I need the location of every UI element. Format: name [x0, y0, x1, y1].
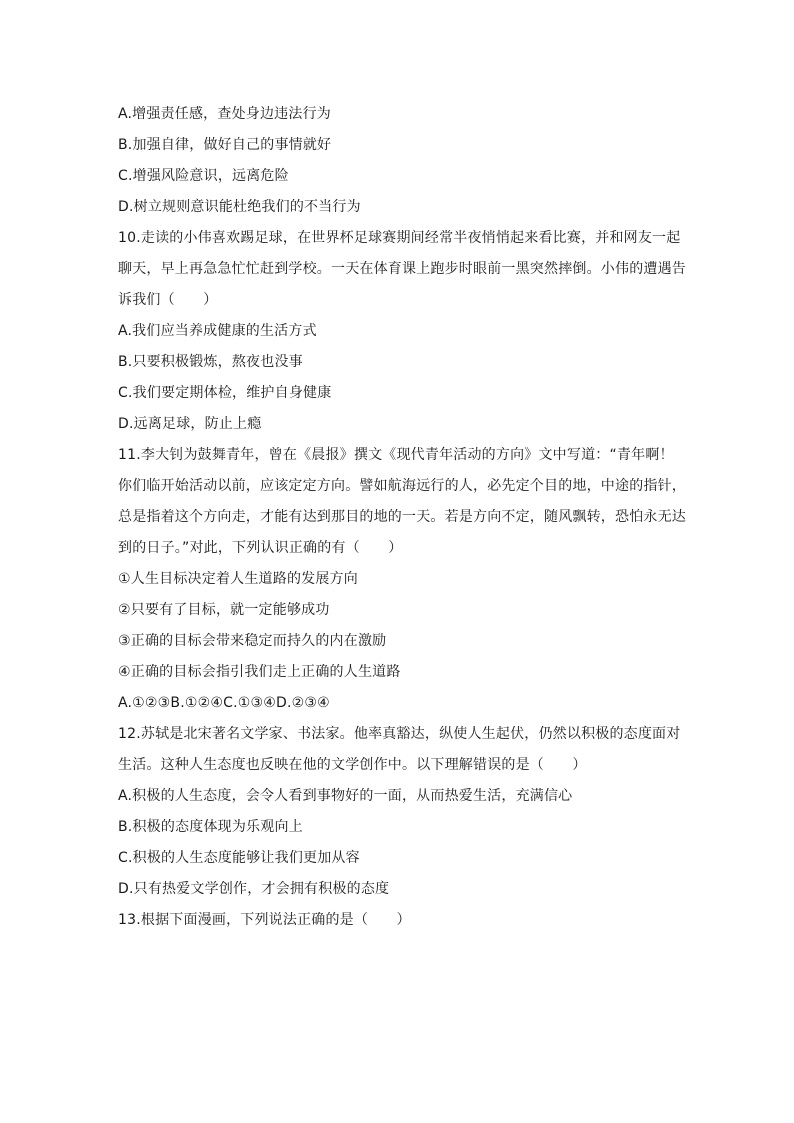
option-12d: D.只有热爱文学创作，才会拥有积极的态度 — [118, 881, 390, 897]
option-10b: B.只要积极锻炼，熬夜也没事 — [118, 354, 303, 370]
option-10c: C.我们要定期体检，维护自身健康 — [118, 385, 332, 401]
question-11-line-2: 你们临开始活动以前，应该定定方向。譬如航海远行的人，必先定个目的地，中途的指针， — [118, 478, 686, 494]
options-11: A.①②③B.①②④C.①③④D.②③④ — [118, 695, 330, 711]
question-10-line-1: 10.走读的小伟喜欢踢足球，在世界杯足球赛期间经常半夜悄悄起来看比赛，并和网友一起 — [118, 230, 681, 246]
option-9d: D.树立规则意识能杜绝我们的不当行为 — [118, 199, 361, 215]
option-12b: B.积极的态度体现为乐观向上 — [118, 819, 303, 835]
statement-11-1: ①人生目标决定着人生道路的发展方向 — [118, 571, 358, 587]
option-9b: B.加强自律，做好自己的事情就好 — [118, 137, 332, 153]
question-10-line-2: 聊天，早上再急急忙忙赶到学校。一天在体育课上跑步时眼前一黑突然摔倒。小伟的遭遇告 — [118, 261, 686, 277]
statement-11-2: ②只要有了目标，就一定能够成功 — [118, 602, 330, 618]
option-10d: D.远离足球，防止上瘾 — [118, 416, 262, 432]
question-12-line-1: 12.苏轼是北宋著名文学家、书法家。他率真豁达，纵使人生起伏，仍然以积极的态度面对 — [118, 726, 681, 742]
question-13-line-1: 13.根据下面漫画，下列说法正确的是（ ） — [118, 912, 411, 928]
option-9c: C.增强风险意识，远离危险 — [118, 168, 289, 184]
question-11-line-4: 到的日子。”对此，下列认识正确的有（ ） — [118, 540, 403, 556]
statement-11-3: ③正确的目标会带来稳定而持久的内在激励 — [118, 633, 387, 649]
option-12c: C.积极的人生态度能够让我们更加从容 — [118, 850, 360, 866]
option-12a: A.积极的人生态度，会令人看到事物好的一面，从而热爱生活，充满信心 — [118, 788, 573, 804]
question-11-line-3: 总是指着这个方向走，才能有达到那目的地的一天。若是方向不定，随风飘转，恐怕永无达 — [118, 509, 686, 525]
question-10-line-3: 诉我们（ ） — [118, 292, 218, 308]
option-9a: A.增强责任感，查处身边违法行为 — [118, 106, 331, 122]
document-body — [118, 99, 698, 936]
question-12-line-2: 生活。这种人生态度也反映在他的文学创作中。以下理解错误的是（ ） — [118, 757, 587, 773]
option-10a: A.我们应当养成健康的生活方式 — [118, 323, 317, 339]
question-11-line-1: 11.李大钊为鼓舞青年，曾在《晨报》撰文《现代青年活动的方向》文中写道：“青年啊！ — [118, 447, 674, 463]
statement-11-4: ④正确的目标会指引我们走上正确的人生道路 — [118, 664, 401, 680]
